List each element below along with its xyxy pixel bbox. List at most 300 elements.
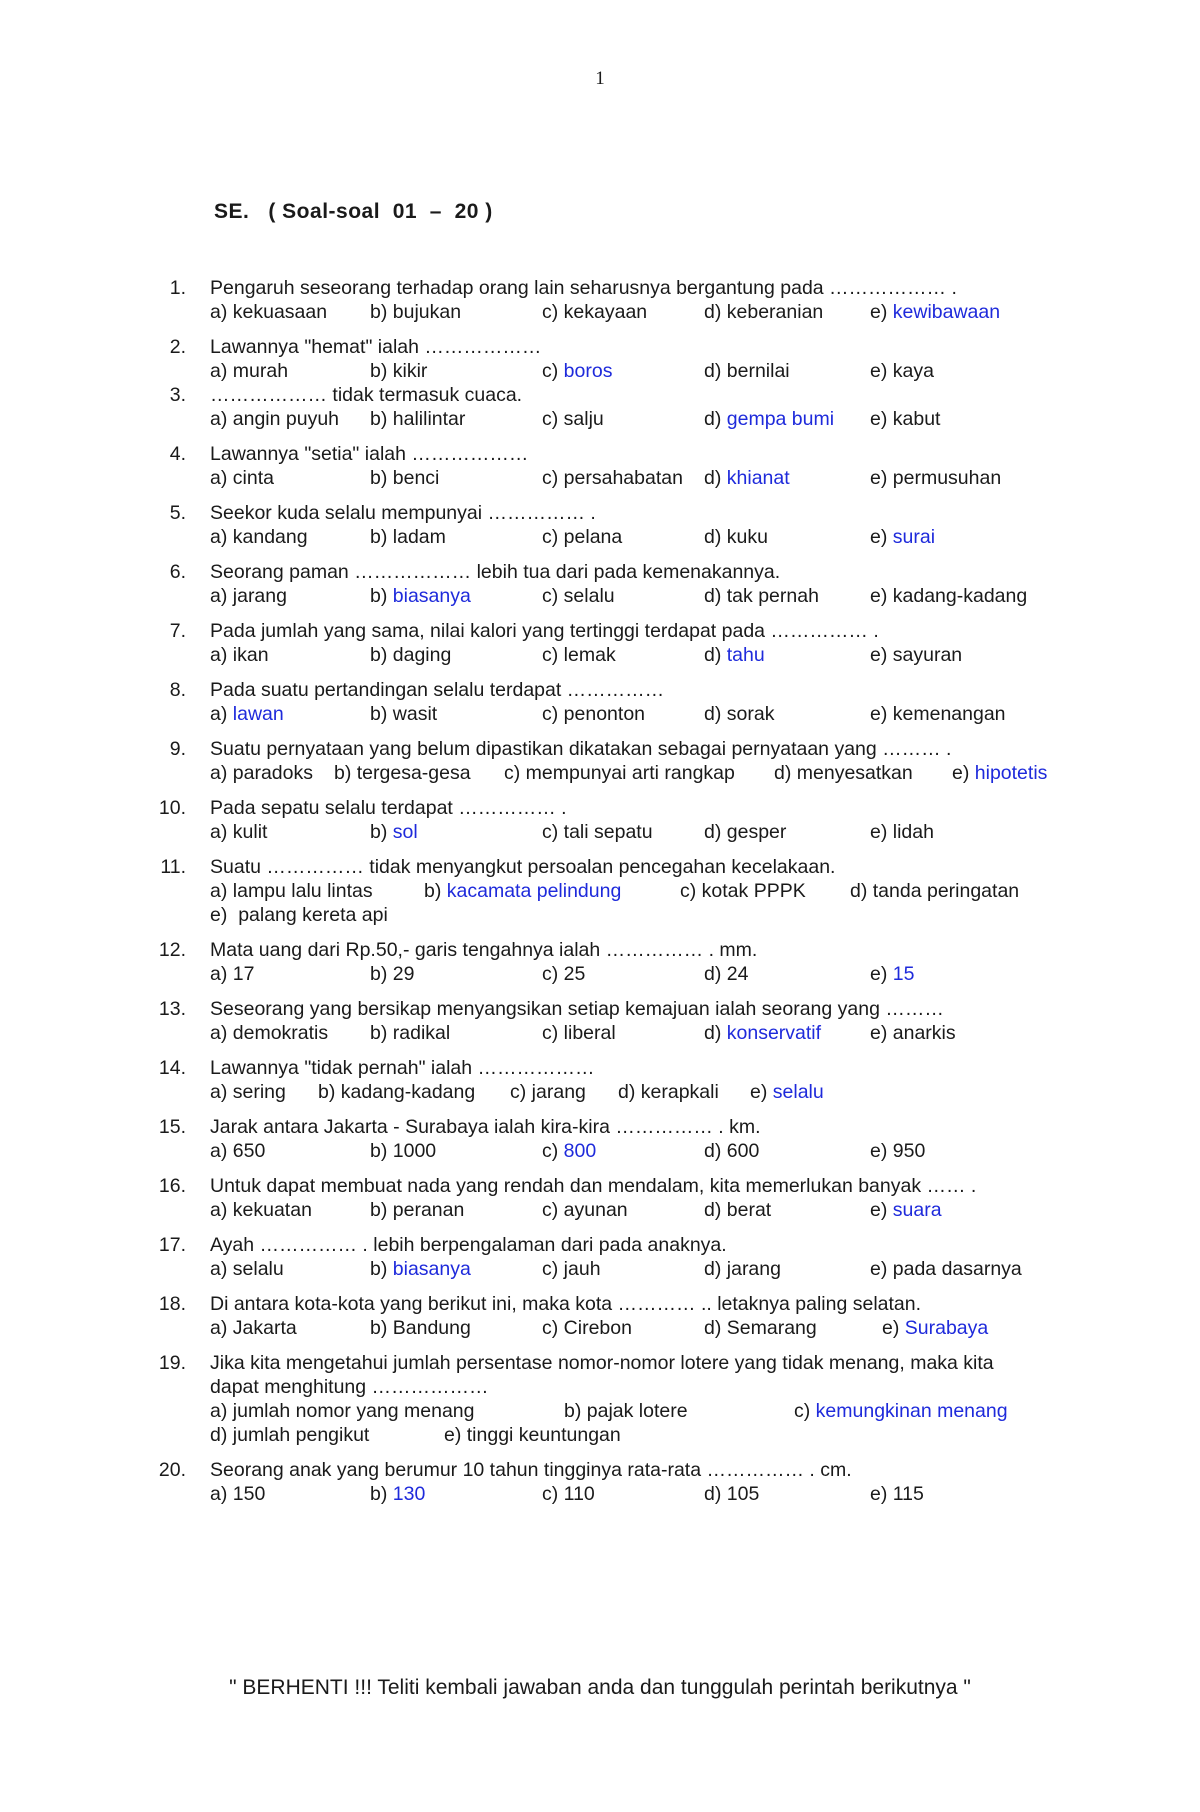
question-stem: Pada jumlah yang sama, nilai kalori yang tertinggi terdapat pada …………… . xyxy=(210,620,879,642)
answer-option xyxy=(504,761,735,785)
option-letter: a) xyxy=(210,703,233,725)
answer-options-row xyxy=(210,1399,1080,1423)
question-stem: Untuk dapat membuat nada yang rendah dan mendalam, kita memerlukan banyak …… . xyxy=(210,1175,977,1197)
option-letter: b) xyxy=(370,1140,393,1162)
answer-option xyxy=(542,1198,628,1222)
question-number: 6. xyxy=(169,561,186,583)
option-text: berat xyxy=(726,1199,772,1221)
answer-option xyxy=(210,1198,312,1222)
option-text: 25 xyxy=(563,963,586,985)
answer-option xyxy=(704,1139,759,1163)
correct-answer-text: boros xyxy=(563,360,613,382)
answer-option xyxy=(542,584,615,608)
option-letter: d) xyxy=(704,408,727,430)
answer-option xyxy=(542,820,653,844)
option-text: jumlah pengikut xyxy=(232,1424,370,1446)
answer-option xyxy=(210,643,269,667)
answer-option xyxy=(704,1316,817,1340)
option-letter: d) xyxy=(704,821,727,843)
question-stem: ……………… tidak termasuk cuaca. xyxy=(210,384,523,406)
correct-answer-text: 130 xyxy=(392,1483,426,1505)
answer-option xyxy=(370,1316,471,1340)
option-letter: e) xyxy=(870,408,893,430)
option-letter: d) xyxy=(704,1258,727,1280)
option-text: tergesa-gesa xyxy=(356,762,471,784)
answer-option xyxy=(318,1080,475,1104)
option-text: 650 xyxy=(232,1140,266,1162)
correct-answer-text: gempa bumi xyxy=(726,408,835,430)
answer-options-row xyxy=(210,879,1080,903)
answer-option xyxy=(542,466,683,490)
question-stem: Jika kita mengetahui jumlah persentase nomor-nomor lotere yang tidak menang, maka kita xyxy=(210,1352,994,1374)
option-text: persahabatan xyxy=(563,467,683,489)
answer-option xyxy=(210,525,308,549)
option-letter: d) xyxy=(704,526,727,548)
answer-option xyxy=(370,820,418,844)
correct-answer-text: selalu xyxy=(772,1081,824,1103)
answer-option xyxy=(370,300,461,324)
option-text: penonton xyxy=(563,703,646,725)
option-text: 17 xyxy=(232,963,255,985)
option-letter: a) xyxy=(210,762,233,784)
option-text: Bandung xyxy=(392,1317,471,1339)
option-text: kekuasaan xyxy=(232,301,328,323)
answer-option xyxy=(370,1257,471,1281)
option-letter: c) xyxy=(542,585,564,607)
answer-option xyxy=(542,525,622,549)
question-item xyxy=(160,1056,1080,1104)
answer-option xyxy=(704,1257,781,1281)
option-text: jarang xyxy=(531,1081,586,1103)
answer-option xyxy=(704,1021,821,1045)
option-text: pajak lotere xyxy=(586,1400,688,1422)
option-letter: d) xyxy=(850,880,873,902)
question-item xyxy=(160,335,1080,383)
answer-option xyxy=(870,359,934,383)
question-number: 10. xyxy=(158,797,186,819)
answer-option xyxy=(370,1021,450,1045)
answer-option xyxy=(870,466,1001,490)
option-letter: d) xyxy=(704,1483,727,1505)
correct-answer-text: Surabaya xyxy=(904,1317,989,1339)
correct-answer-text: 15 xyxy=(892,963,915,985)
option-letter: d) xyxy=(774,762,797,784)
option-letter: c) xyxy=(542,408,564,430)
option-letter: d) xyxy=(704,1140,727,1162)
question-item xyxy=(160,1115,1080,1163)
option-text: kaya xyxy=(892,360,934,382)
option-text: pada dasarnya xyxy=(892,1258,1022,1280)
correct-answer-text: lawan xyxy=(232,703,284,725)
answer-option xyxy=(370,359,427,383)
option-letter: c) xyxy=(542,644,564,666)
answer-option xyxy=(542,1021,616,1045)
option-text: paradoks xyxy=(232,762,313,784)
option-letter: a) xyxy=(210,963,233,985)
option-text: bujukan xyxy=(392,301,462,323)
option-letter: a) xyxy=(210,1199,233,1221)
option-letter: c) xyxy=(542,526,564,548)
question-item xyxy=(160,619,1080,667)
answer-option xyxy=(210,1423,369,1447)
question-item xyxy=(160,501,1080,549)
option-letter: b) xyxy=(370,526,393,548)
answer-options-row xyxy=(210,1257,1080,1281)
option-text: ladam xyxy=(392,526,446,548)
option-letter: d) xyxy=(704,467,727,489)
answer-option xyxy=(704,359,790,383)
option-text: tanda peringatan xyxy=(872,880,1020,902)
answer-options-row xyxy=(210,903,1080,927)
question-item xyxy=(160,560,1080,608)
option-letter: c) xyxy=(542,1483,564,1505)
option-text: 110 xyxy=(563,1483,595,1505)
answer-option xyxy=(210,584,287,608)
question-item xyxy=(160,383,1080,431)
answer-option xyxy=(618,1080,719,1104)
correct-answer-text: kemungkinan menang xyxy=(815,1400,1008,1422)
answer-options-row xyxy=(210,466,1080,490)
answer-option xyxy=(870,300,1000,324)
answer-options-row xyxy=(210,1316,1080,1340)
option-text: ayunan xyxy=(563,1199,628,1221)
option-text: jauh xyxy=(563,1258,601,1280)
correct-answer-text: sol xyxy=(392,821,418,843)
answer-option xyxy=(870,1021,956,1045)
answer-option xyxy=(952,761,1047,785)
answer-option xyxy=(210,879,373,903)
question-item xyxy=(160,1458,1080,1506)
answer-option xyxy=(370,1198,464,1222)
correct-answer-text: kacamata pelindung xyxy=(446,880,622,902)
option-text: 950 xyxy=(892,1140,926,1162)
answer-option xyxy=(704,300,823,324)
option-text: cinta xyxy=(232,467,274,489)
question-item xyxy=(160,855,1080,927)
answer-option xyxy=(704,643,765,667)
question-item xyxy=(160,442,1080,490)
answer-option xyxy=(210,903,388,927)
option-letter: d) xyxy=(704,1199,727,1221)
option-letter: a) xyxy=(210,644,233,666)
answer-options-row xyxy=(210,584,1080,608)
answer-option xyxy=(870,1482,924,1506)
option-letter: a) xyxy=(210,301,233,323)
option-text: palang kereta api xyxy=(238,904,388,926)
option-letter: d) xyxy=(704,703,727,725)
option-letter: e) xyxy=(870,1258,893,1280)
option-letter: c) xyxy=(510,1081,532,1103)
answer-option xyxy=(704,962,748,986)
correct-answer-text: 800 xyxy=(563,1140,597,1162)
answer-options-row xyxy=(210,643,1080,667)
question-stem: Seekor kuda selalu mempunyai …………… . xyxy=(210,502,596,524)
option-text: Semarang xyxy=(726,1317,817,1339)
option-letter: a) xyxy=(210,1483,233,1505)
option-text: kemenangan xyxy=(892,703,1006,725)
question-item xyxy=(160,796,1080,844)
answer-option xyxy=(870,1257,1022,1281)
answer-options-row xyxy=(210,962,1080,986)
option-letter: e) xyxy=(750,1081,773,1103)
question-item xyxy=(160,1233,1080,1281)
option-letter: c) xyxy=(542,1140,564,1162)
answer-option xyxy=(542,359,612,383)
option-letter: c) xyxy=(542,1317,564,1339)
option-letter: e) xyxy=(870,1022,893,1044)
answer-option xyxy=(774,761,913,785)
question-number: 2. xyxy=(169,336,186,358)
page-title: SE. ( Soal-soal 01 – 20 ) xyxy=(214,200,493,223)
option-letter: b) xyxy=(370,644,393,666)
option-text: lemak xyxy=(563,644,616,666)
question-number: 14. xyxy=(158,1057,186,1079)
option-text: menyesatkan xyxy=(796,762,913,784)
option-text: tinggi keuntungan xyxy=(466,1424,621,1446)
question-item xyxy=(160,1292,1080,1340)
answer-option xyxy=(564,1399,688,1423)
option-text: lidah xyxy=(892,821,934,843)
answer-option xyxy=(210,1257,284,1281)
option-text: sering xyxy=(232,1081,286,1103)
answer-option xyxy=(370,1139,436,1163)
question-number: 11. xyxy=(160,856,186,878)
question-number: 18. xyxy=(158,1293,186,1315)
answer-option xyxy=(850,879,1019,903)
answer-option xyxy=(870,1139,925,1163)
question-number: 5. xyxy=(169,502,186,524)
option-text: kandang xyxy=(232,526,308,548)
answer-option xyxy=(370,525,446,549)
option-letter: c) xyxy=(504,762,526,784)
option-letter: c) xyxy=(794,1400,816,1422)
option-letter: e) xyxy=(870,585,893,607)
answer-option xyxy=(210,1316,297,1340)
option-letter: b) xyxy=(370,360,393,382)
option-letter: a) xyxy=(210,360,233,382)
option-text: 1000 xyxy=(392,1140,437,1162)
option-letter: c) xyxy=(542,467,564,489)
option-letter: d) xyxy=(704,585,727,607)
option-text: Cirebon xyxy=(563,1317,632,1339)
answer-option xyxy=(542,300,647,324)
option-text: 115 xyxy=(892,1483,924,1505)
option-text: sayuran xyxy=(892,644,963,666)
answer-option xyxy=(210,1080,286,1104)
option-text: kekayaan xyxy=(563,301,648,323)
answer-options-row xyxy=(210,761,1080,785)
answer-option xyxy=(370,702,437,726)
option-text: keberanian xyxy=(726,301,824,323)
answer-options-row xyxy=(210,525,1080,549)
option-letter: a) xyxy=(210,821,233,843)
option-letter: a) xyxy=(210,1258,233,1280)
answer-option xyxy=(870,962,914,986)
option-text: 105 xyxy=(726,1483,760,1505)
correct-answer-text: biasanya xyxy=(392,585,471,607)
option-letter: b) xyxy=(564,1400,587,1422)
option-letter: e) xyxy=(870,644,893,666)
answer-option xyxy=(750,1080,824,1104)
option-letter: e) xyxy=(870,703,893,725)
answer-option xyxy=(704,820,786,844)
answer-option xyxy=(210,1399,475,1423)
answer-options-row xyxy=(210,1139,1080,1163)
option-letter: d) xyxy=(210,1424,233,1446)
answer-option xyxy=(870,820,934,844)
answer-option xyxy=(870,584,1027,608)
option-text: kadang-kadang xyxy=(340,1081,476,1103)
option-letter: c) xyxy=(542,301,564,323)
question-stem: Pada suatu pertandingan selalu terdapat …………… xyxy=(210,679,665,701)
option-letter: b) xyxy=(370,585,393,607)
page-number: 1 xyxy=(595,68,605,89)
answer-option xyxy=(370,407,465,431)
correct-answer-text: tahu xyxy=(726,644,765,666)
option-letter: b) xyxy=(318,1081,341,1103)
option-text: 600 xyxy=(726,1140,760,1162)
option-text: jumlah nomor yang menang xyxy=(232,1400,475,1422)
option-letter: b) xyxy=(370,408,393,430)
answer-options-row xyxy=(210,702,1080,726)
option-text: daging xyxy=(392,644,452,666)
option-text: demokratis xyxy=(232,1022,329,1044)
answer-option xyxy=(334,761,471,785)
option-text: tak pernah xyxy=(726,585,819,607)
question-stem: Ayah …………… . lebih berpengalaman dari pada anaknya. xyxy=(210,1234,727,1256)
question-stem: Pada sepatu selalu terdapat …………… . xyxy=(210,797,567,819)
option-letter: a) xyxy=(210,585,233,607)
answer-option xyxy=(370,962,414,986)
answer-option xyxy=(210,761,313,785)
answer-option xyxy=(704,702,774,726)
answer-options-row xyxy=(210,1423,1080,1447)
answer-options-row xyxy=(210,1021,1080,1045)
question-number: 3. xyxy=(169,384,186,406)
option-text: tali sepatu xyxy=(563,821,653,843)
question-stem-continued: dapat menghitung ……………… xyxy=(210,1376,489,1398)
option-letter: b) xyxy=(370,467,393,489)
question-number: 13. xyxy=(158,998,186,1020)
question-stem: Jarak antara Jakarta - Surabaya ialah kira-kira …………… . km. xyxy=(210,1116,761,1138)
answer-option xyxy=(704,1482,759,1506)
option-text: pelana xyxy=(563,526,623,548)
question-number: 7. xyxy=(169,620,186,642)
answer-options-row xyxy=(210,407,1080,431)
option-letter: c) xyxy=(542,1258,564,1280)
question-stem: Mata uang dari Rp.50,- garis tengahnya ialah …………… . mm. xyxy=(210,939,758,961)
option-letter: d) xyxy=(618,1081,641,1103)
answer-option xyxy=(210,1139,265,1163)
answer-option xyxy=(870,525,935,549)
option-text: salju xyxy=(563,408,604,430)
question-stem: Seorang paman ……………… lebih tua dari pada kemenakannya. xyxy=(210,561,781,583)
question-item xyxy=(160,276,1080,324)
option-letter: b) xyxy=(370,301,393,323)
option-letter: a) xyxy=(210,526,233,548)
option-letter: c) xyxy=(680,880,702,902)
option-text: ikan xyxy=(232,644,269,666)
question-stem: Suatu …………… tidak menyangkut persoalan pencegahan kecelakaan. xyxy=(210,856,836,878)
question-number: 12. xyxy=(158,939,186,961)
question-stem: Lawannya "hemat" ialah ……………… xyxy=(210,336,542,358)
footer-instruction: " BERHENTI !!! Teliti kembali jawaban anda dan tunggulah perintah berikutnya " xyxy=(229,1676,971,1699)
correct-answer-text: biasanya xyxy=(392,1258,471,1280)
option-text: kotak PPPK xyxy=(701,880,806,902)
question-number: 15. xyxy=(158,1116,186,1138)
option-letter: e) xyxy=(870,360,893,382)
question-number: 17. xyxy=(158,1234,186,1256)
option-letter: b) xyxy=(370,703,393,725)
option-text: angin puyuh xyxy=(232,408,340,430)
option-letter: a) xyxy=(210,1022,233,1044)
answer-option xyxy=(542,702,645,726)
option-letter: a) xyxy=(210,1400,233,1422)
question-number: 16. xyxy=(158,1175,186,1197)
option-text: selalu xyxy=(232,1258,284,1280)
option-text: permusuhan xyxy=(892,467,1002,489)
question-stem: Seseorang yang bersikap menyangsikan setiap kemajuan ialah seorang yang ……… xyxy=(210,998,944,1020)
option-text: sorak xyxy=(726,703,775,725)
option-letter: c) xyxy=(542,360,564,382)
option-text: benci xyxy=(392,467,440,489)
option-letter: b) xyxy=(370,1317,393,1339)
option-letter: b) xyxy=(370,1483,393,1505)
answer-option xyxy=(542,962,585,986)
option-letter: c) xyxy=(542,1199,564,1221)
option-letter: d) xyxy=(704,1317,727,1339)
option-letter: a) xyxy=(210,1081,233,1103)
correct-answer-text: surai xyxy=(892,526,936,548)
answer-option xyxy=(542,1257,601,1281)
question-item xyxy=(160,1351,1080,1447)
answer-option xyxy=(704,1198,771,1222)
question-number: 20. xyxy=(158,1459,186,1481)
question-stem: Lawannya "tidak pernah" ialah ……………… xyxy=(210,1057,595,1079)
option-letter: a) xyxy=(210,1317,233,1339)
answer-option xyxy=(542,407,604,431)
option-letter: d) xyxy=(704,301,727,323)
answer-options-row xyxy=(210,1482,1080,1506)
option-text: wasit xyxy=(392,703,438,725)
answer-option xyxy=(870,407,940,431)
option-letter: e) xyxy=(444,1424,467,1446)
answer-options-row xyxy=(210,1080,1080,1104)
option-text: radikal xyxy=(392,1022,451,1044)
option-text: kekuatan xyxy=(232,1199,312,1221)
option-letter: e) xyxy=(952,762,975,784)
answer-options-row xyxy=(210,300,1080,324)
correct-answer-text: kewibawaan xyxy=(892,301,1001,323)
option-letter: b) xyxy=(334,762,357,784)
option-text: halilintar xyxy=(392,408,466,430)
option-letter: b) xyxy=(370,1199,393,1221)
answer-option xyxy=(704,525,768,549)
question-number: 9. xyxy=(169,738,186,760)
option-letter: e) xyxy=(870,963,893,985)
option-text: kulit xyxy=(232,821,268,843)
question-stem: Suatu pernyataan yang belum dipastikan dikatakan sebagai pernyataan yang ……… . xyxy=(210,738,952,760)
option-text: kerapkali xyxy=(640,1081,719,1103)
answer-option xyxy=(704,584,819,608)
answer-option xyxy=(542,1482,595,1506)
question-stem: Lawannya "setia" ialah ……………… xyxy=(210,443,529,465)
option-text: liberal xyxy=(563,1022,616,1044)
option-text: kabut xyxy=(892,408,941,430)
correct-answer-text: konservatif xyxy=(726,1022,822,1044)
answer-option xyxy=(210,466,274,490)
question-stem: Seorang anak yang berumur 10 tahun tingginya rata-rata …………… . cm. xyxy=(210,1459,852,1481)
